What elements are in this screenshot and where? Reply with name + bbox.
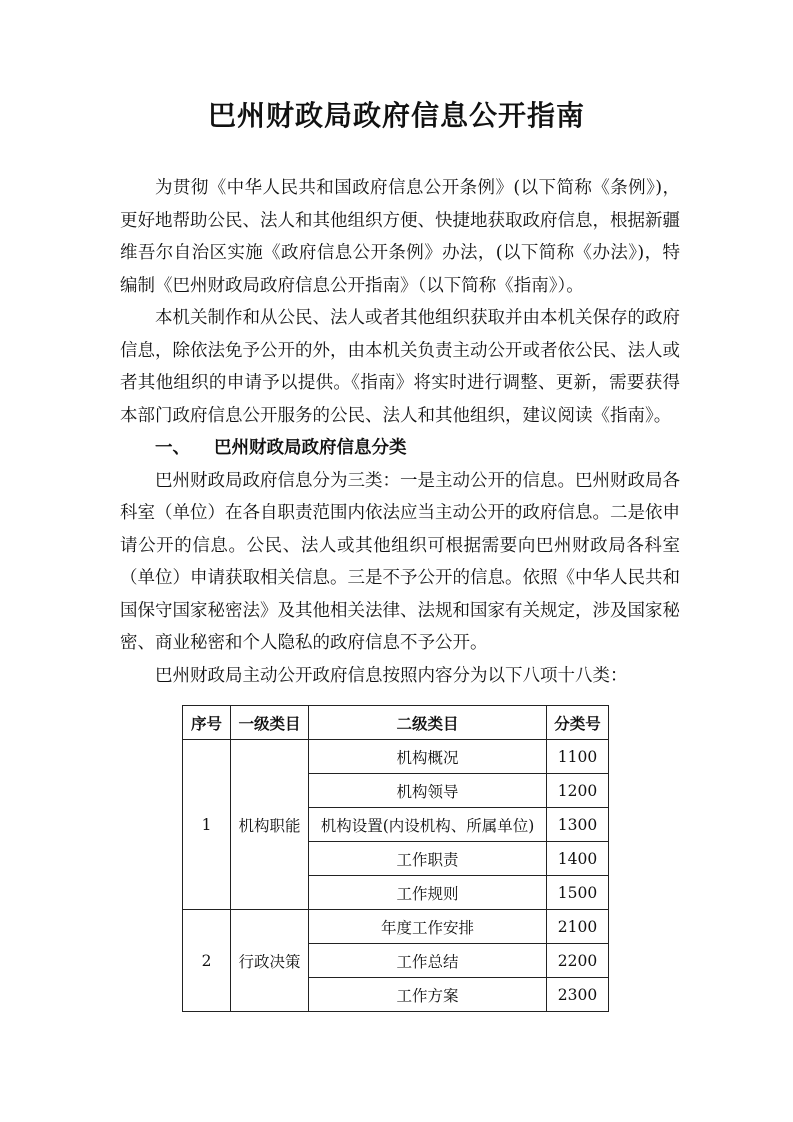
subcategory-name: 工作职责 bbox=[309, 842, 547, 876]
table-row bbox=[183, 910, 609, 944]
subcategory-name: 工作方案 bbox=[309, 978, 547, 1012]
subcategory-name: 机构领导 bbox=[309, 774, 547, 808]
intro-paragraph: 为贯彻《中华人民共和国政府信息公开条例》(以下简称《条例》)，更好地帮助公民、法人和其他组织方便、快捷地获取政府信息，根据新疆维吾尔自治区实施《政府信息公开条例》办法，(以下简称《办法》)，特编制《巴州财政局政府信息公开指南》（以下简称《指南》）。 bbox=[120, 178, 680, 296]
page-title: 巴州财政局政府信息公开指南 bbox=[207, 99, 585, 132]
subcategory-name: 机构设置(内设机构、所属单位) bbox=[309, 808, 547, 842]
section-title: 巴州财政局政府信息分类 bbox=[214, 438, 407, 458]
subcategory-code: 1400 bbox=[547, 842, 609, 876]
subcategory-code: 1300 bbox=[547, 808, 609, 842]
group-number: 2 bbox=[183, 910, 231, 1012]
classification-paragraph: 巴州财政局政府信息分为三类：一是主动公开的信息。巴州财政局各科室（单位）在各自职责范围内依法应当主动公开的政府信息。二是依申请公开的信息。公民、法人或其他组织可根据需要向巴州财政局各科室（单位）申请获取相关信息。三是不予公开的信息。依照《中华人民共和国保守国家秘密法》及其他相关法律、法规和国家有关规定，涉及国家秘密、商业秘密和个人隐私的政府信息不予公开。 bbox=[120, 470, 680, 653]
group-category: 行政决策 bbox=[231, 910, 309, 1012]
group-category: 机构职能 bbox=[231, 740, 309, 910]
section-heading bbox=[120, 432, 680, 465]
subcategory-code: 1100 bbox=[547, 740, 609, 774]
subcategory-name: 工作总结 bbox=[309, 944, 547, 978]
table-row bbox=[183, 740, 609, 774]
document-body bbox=[120, 172, 680, 692]
categories-intro-paragraph: 巴州财政局主动公开政府信息按照内容分为以下八项十八类： bbox=[155, 665, 628, 686]
subcategory-name: 工作规则 bbox=[309, 876, 547, 910]
subcategory-name: 年度工作安排 bbox=[309, 910, 547, 944]
header-code: 分类号 bbox=[547, 706, 609, 740]
header-level1: 一级类目 bbox=[231, 706, 309, 740]
scope-paragraph: 本机关制作和从公民、法人或者其他组织获取并由本机关保存的政府信息，除依法免予公开的外，由本机关负责主动公开或者依公民、法人或者其他组织的申请予以提供。《指南》将实时进行调整、更新，需要获得本部门政府信息公开服务的公民、法人和其他组织，建议阅读《指南》。 bbox=[120, 308, 680, 426]
header-seq: 序号 bbox=[183, 706, 231, 740]
category-table bbox=[182, 705, 609, 1012]
subcategory-code: 1200 bbox=[547, 774, 609, 808]
section-number: 一、 bbox=[155, 438, 190, 458]
subcategory-code: 2300 bbox=[547, 978, 609, 1012]
subcategory-code: 1500 bbox=[547, 876, 609, 910]
subcategory-code: 2100 bbox=[547, 910, 609, 944]
group-number: 1 bbox=[183, 740, 231, 910]
subcategory-name: 机构概况 bbox=[309, 740, 547, 774]
table-header-row bbox=[183, 706, 609, 740]
header-level2: 二级类目 bbox=[309, 706, 547, 740]
subcategory-code: 2200 bbox=[547, 944, 609, 978]
